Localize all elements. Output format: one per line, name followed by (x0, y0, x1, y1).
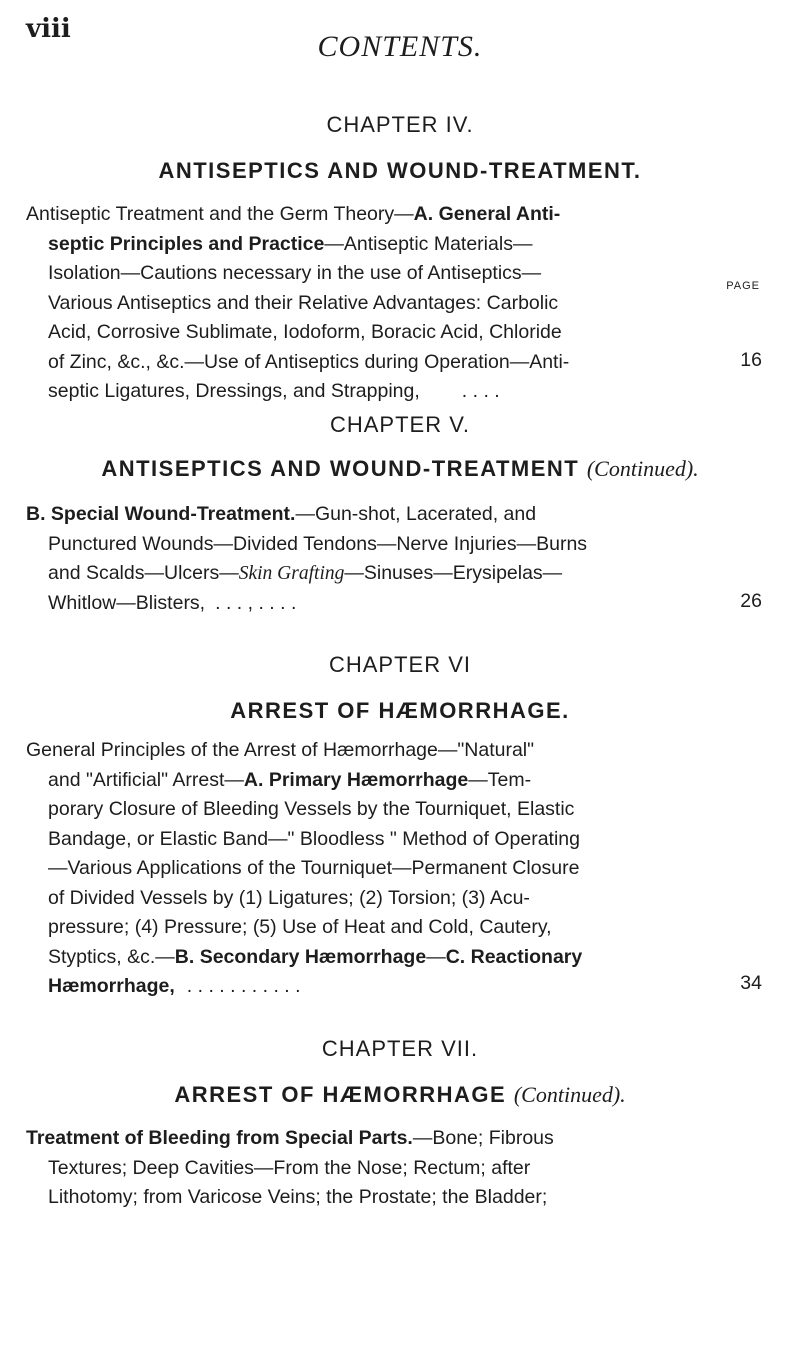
page-ref: 26 (740, 590, 762, 612)
entry-line: Bandage, or Elastic Band—" Bloodless " Method of Operating (48, 827, 580, 850)
entry-line: Isolation—Cautions necessary in the use of Antiseptics— (48, 262, 542, 284)
entry-line: Acid, Corrosive Sublimate, Iodoform, Boracic Acid, Chloride (48, 321, 562, 343)
chapter-entry (26, 500, 738, 618)
entry-line: Punctured Wounds—Divided Tendons—Nerve Injuries—Burns (48, 532, 588, 555)
entry-line: porary Closure of Bleeding Vessels by the Tourniquet, Elastic (48, 798, 575, 820)
entry-line: septic Principles and Practice—Antiseptic Materials— (48, 232, 533, 255)
page-ref: 34 (740, 972, 762, 994)
entry-line: Hæmorrhage, . . . . . . . . . . . (48, 975, 301, 997)
chapter-title: ARREST OF HÆMORRHAGE (Continued). (174, 1082, 626, 1107)
entry-line: General Principles of the Arrest of Hæmorrhage—"Natural" (26, 739, 535, 761)
entry-line: Styptics, &c.—B. Secondary Hæmorrhage—C. Reactionary (48, 945, 583, 968)
entry-line: Whitlow—Blisters, . . . , . . . . (48, 591, 297, 614)
chapter-title: ARREST OF HÆMORRHAGE. (230, 698, 570, 723)
chapter-entry (26, 1124, 738, 1213)
page-number: viii (26, 14, 71, 44)
chapter-title: ANTISEPTICS AND WOUND-TREATMENT. (158, 158, 642, 183)
entry-line: and "Artificial" Arrest—A. Primary Hæmorrhage—Tem- (48, 768, 532, 791)
chapter-heading: CHAPTER IV. (326, 112, 474, 137)
entry-line: Textures; Deep Cavities—From the Nose; Rectum; after (48, 1156, 531, 1179)
chapter-title: ANTISEPTICS AND WOUND-TREATMENT (Continued). (101, 456, 699, 481)
page-column-label: PAGE (726, 280, 760, 292)
chapter-entry (26, 200, 738, 407)
entry-line: of Zinc, &c., &c.—Use of Antiseptics during Operation—Anti- (48, 350, 570, 373)
entry-line: septic Ligatures, Dressings, and Strapping, . . . . (48, 380, 500, 402)
page-ref: 16 (740, 349, 762, 371)
chapter-heading: CHAPTER V. (329, 412, 470, 437)
chapter-heading: CHAPTER VII. (321, 1036, 479, 1061)
chapter-heading: CHAPTER VI (328, 652, 472, 677)
entry-line: of Divided Vessels by (1) Ligatures; (2) Torsion; (3) Acu- (48, 886, 530, 909)
chapter-entry (26, 736, 738, 1002)
entry-line: —Various Applications of the Tourniquet—Permanent Closure (48, 857, 580, 879)
entry-line: Antiseptic Treatment and the Germ Theory—A. General Anti- (26, 203, 561, 225)
entry-line: Lithotomy; from Varicose Veins; the Prostate; the Bladder; (48, 1186, 548, 1208)
entry-line: B. Special Wound-Treatment.—Gun-shot, Lacerated, and (26, 503, 537, 525)
running-title: CONTENTS. (317, 30, 483, 63)
entry-line: pressure; (4) Pressure; (5) Use of Heat and Cold, Cautery, (48, 916, 552, 938)
entry-line: Treatment of Bleeding from Special Parts.—Bone; Fibrous (26, 1127, 554, 1149)
entry-line: Various Antiseptics and their Relative Advantages: Carbolic (48, 291, 559, 314)
entry-line: and Scalds—Ulcers—Skin Grafting—Sinuses—Erysipelas— (48, 562, 563, 584)
